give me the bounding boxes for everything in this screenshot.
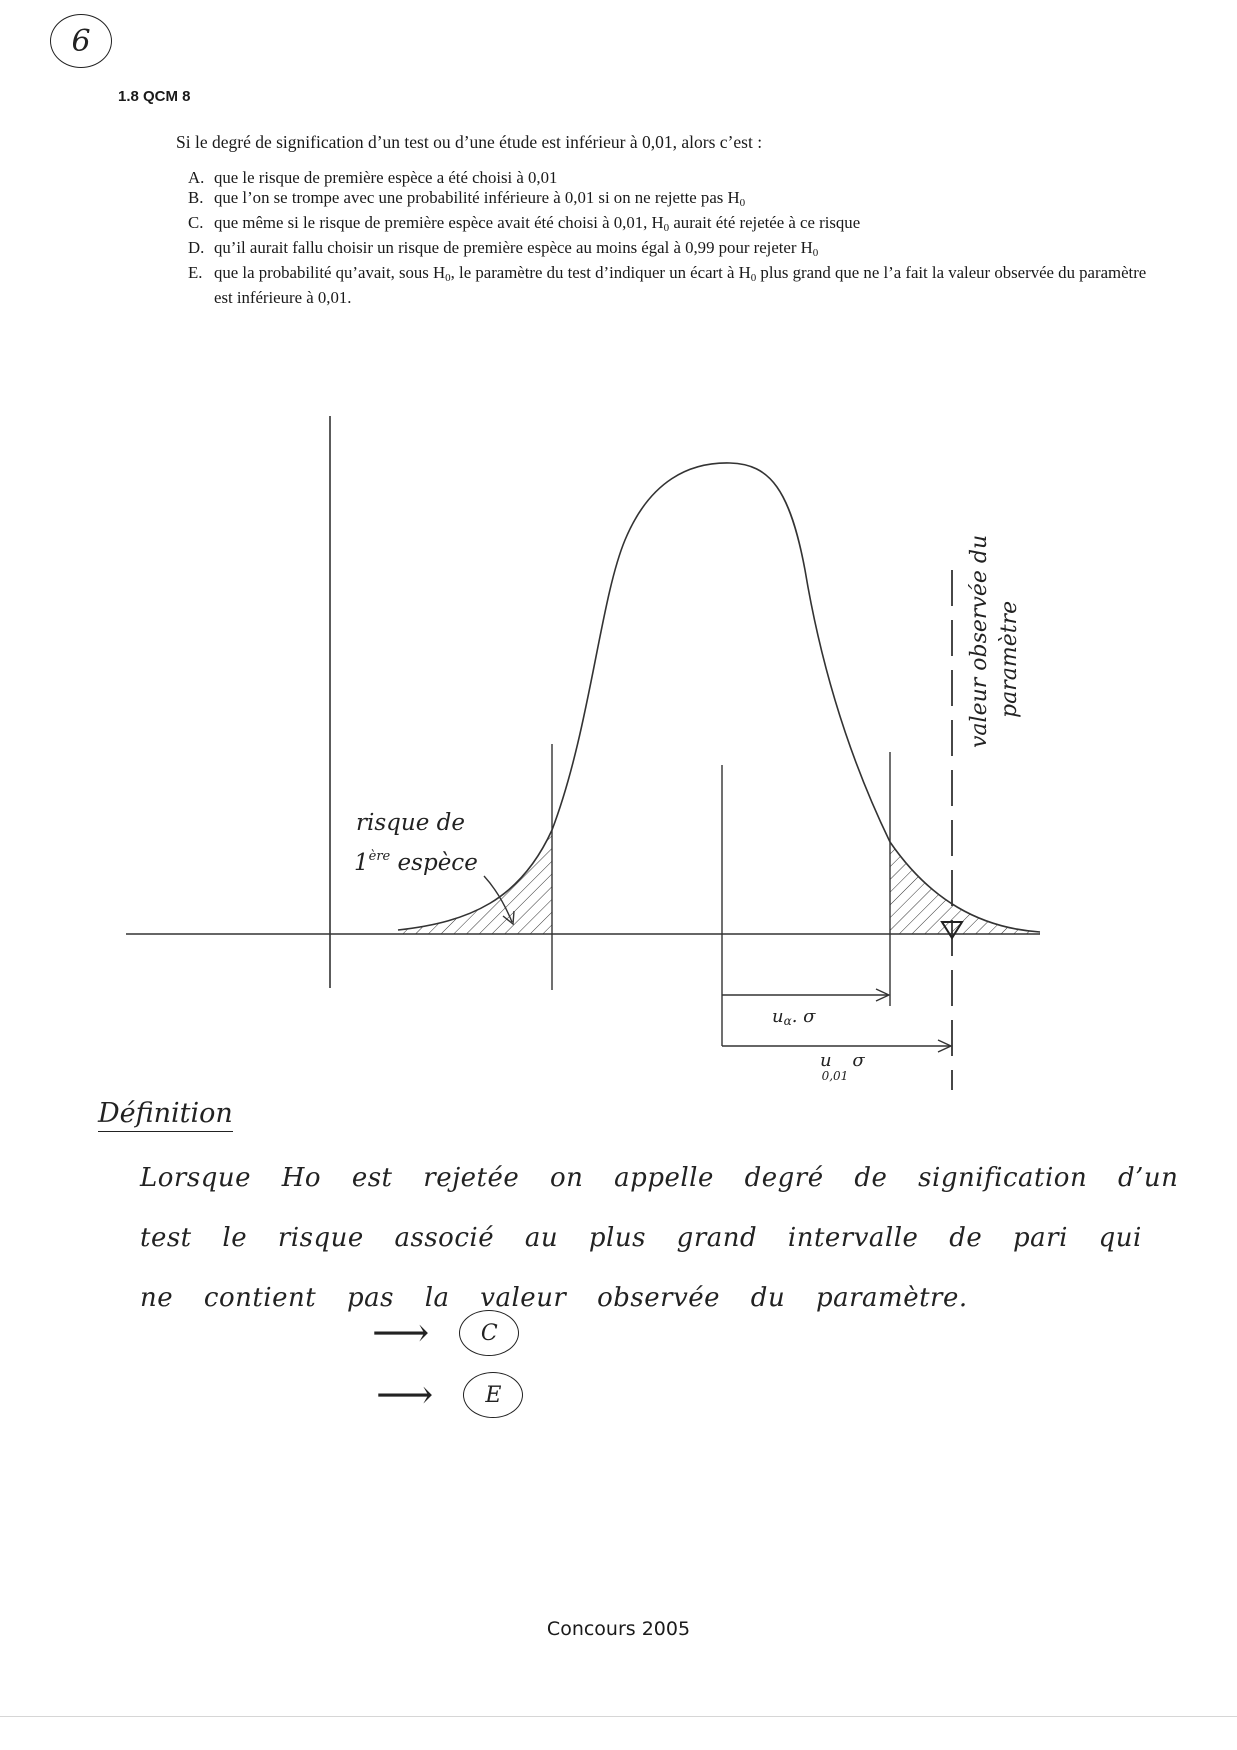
density-curve (398, 463, 1040, 932)
definition-heading: Définition (98, 1098, 233, 1132)
answer-letter: E (463, 1372, 523, 1418)
u-alpha-label: uα. σ (772, 1006, 816, 1028)
definition-text: Lorsque Ho est rejetée on appelle degré de signification d’un test le risque associé au plus grand intervalle de pari qui ne contient pas la valeur observée du paramètre. (140, 1163, 1179, 1313)
observed-label-line1: valeur observée du (967, 534, 992, 748)
option-letter: B. (188, 188, 204, 207)
left-tail-hatch (398, 830, 552, 934)
arrow-icon: ⟶ (376, 1372, 430, 1418)
answer-c (372, 1310, 519, 1356)
option-text: que même si le risque de première espèce avait été choisi à 0,01, $H_0$ aurait été rejetée à ce risque (214, 213, 861, 234)
option-text: que la probabilité qu’avait, sous $H_0$, le paramètre du test d’indiquer un écart à $H_0$ plus grand que ne l’a fait la valeur observée du paramètre est inférieure à 0,01. (214, 263, 1147, 307)
option-letter: A. (188, 168, 205, 187)
arrow-icon: ⟶ (372, 1310, 426, 1356)
option-text: qu’il aurait fallu choisir un risque de première espèce au moins égal à 0,99 pour rejeter $H_0$ (214, 238, 819, 259)
page-number: 6 (50, 14, 112, 68)
u-001-label: u 0,01σ (820, 1050, 865, 1083)
answer-letter: C (459, 1310, 519, 1356)
footer: Concours 2005 (546, 1618, 691, 1640)
risk-label-line1: risque de (356, 810, 465, 836)
option-letter: D. (188, 238, 205, 257)
option-letter: E. (188, 263, 203, 282)
option-text: que l’on se trompe avec une probabilité inférieure à 0,01 si on ne rejette pas $H_0$ (214, 188, 746, 209)
section-heading: 1.8 QCM 8 (118, 88, 191, 105)
answer-e (376, 1372, 523, 1418)
observed-label-line2: paramètre (997, 600, 1022, 718)
bottom-rule (0, 1716, 1237, 1717)
right-tail-hatch (890, 842, 1040, 934)
option-letter: C. (188, 213, 204, 232)
option-text: que le risque de première espèce a été choisi à 0,01 (214, 168, 558, 187)
risk-label-line2: 1ère espèce (354, 849, 478, 876)
question-text: Si le degré de signification d’un test ou d’une étude est inférieur à 0,01, alors c’est : (176, 132, 763, 152)
